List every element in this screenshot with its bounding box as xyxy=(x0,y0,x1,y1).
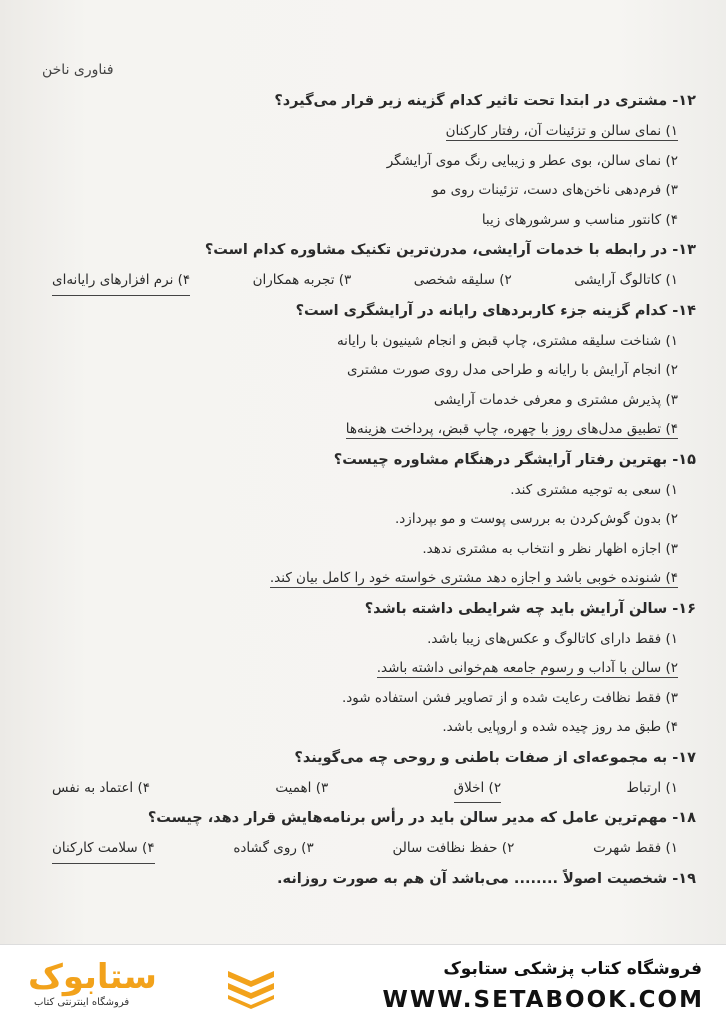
q13-option-1: ۱) کاتالوگ آرایشی xyxy=(574,272,678,288)
q13-option-3: ۳) تجربه همکاران xyxy=(252,272,352,288)
q13-option-4: ۴) نرم افزارهای رایانه‌ای xyxy=(52,266,190,296)
q16-option-2-text: ۲) سالن با آداب و رسوم جامعه هم‌خوانی داشته باشد. xyxy=(376,660,678,676)
q14-option-2: ۲) انجام آرایش با رایانه و طراحی مدل روی صورت مشتری xyxy=(347,362,678,378)
question-18: ۱۸- مهم‌ترین عامل که مدیر سالن باید در رأس برنامه‌هایش قرار دهد، چیست؟ xyxy=(147,810,696,826)
running-head: فناوری ناخن xyxy=(42,62,114,78)
q15-option-3: ۳) اجازه اظهار نظر و انتخاب به مشتری ندهد. xyxy=(422,540,678,557)
question-14: ۱۴- کدام گزینه جزء کاربردهای رایانه در آرایشگری است؟ xyxy=(295,302,696,319)
q18-option-1: ۱) فقط شهرت xyxy=(593,840,678,856)
q12-option-1-text: ۱) نمای سالن و تزئینات آن، رفتار کارکنان xyxy=(445,123,678,139)
q18-options-row xyxy=(52,834,696,864)
q16-option-4: ۴) طبق مد روز چیده شده و اروپایی باشد. xyxy=(442,719,678,735)
q17-option-1: ۱) ارتباط xyxy=(626,779,678,796)
q16-option-3: ۳) فقط نظافت رعایت شده و از تصاویر فشن استفاده شود. xyxy=(342,689,678,706)
store-url-link[interactable]: WWW.SETABOOK.COM xyxy=(382,987,704,1013)
q17-option-2: ۲) اخلاق xyxy=(454,774,501,804)
q12-option-4: ۴) کانتور مناسب و سرشورهای زیبا xyxy=(481,211,678,228)
question-19: ۱۹- شخصیت اصولاً ........ می‌باشد آن هم به صورت روزانه. xyxy=(277,870,696,887)
question-13: ۱۳- در رابطه با خدمات آرایشی، مدرن‌ترین تکنیک مشاوره کدام است؟ xyxy=(204,242,696,258)
store-footer-banner xyxy=(0,944,726,1025)
questions-list xyxy=(52,86,696,895)
q15-option-2: ۲) بدون گوش‌کردن به بررسی پوست و مو بپردازد. xyxy=(395,511,678,527)
question-17: ۱۷- به مجموعه‌ای از صفات باطنی و روحی چه می‌گویند؟ xyxy=(294,749,696,766)
q14-option-3: ۳) پذیرش مشتری و معرفی خدمات آرایشی xyxy=(433,391,678,408)
q15-option-4-text: ۴) شنونده خوبی باشد و اجازه دهد مشتری خواسته خود را کامل بیان کند. xyxy=(269,570,678,586)
q17-option-4: ۴) اعتماد به نفس xyxy=(52,779,151,796)
question-12: ۱۲- مشتری در ابتدا تحت تاثیر کدام گزینه زیر قرار می‌گیرد؟ xyxy=(274,93,696,109)
q16-option-1: ۱) فقط دارای کاتالوگ و عکس‌های زیبا باشد. xyxy=(427,630,678,647)
q12-option-1 xyxy=(52,117,696,147)
q14-option-1: ۱) شناخت سلیقه مشتری، چاپ قبض و انجام شینیون با رایانه xyxy=(336,332,678,349)
book-stack-icon xyxy=(224,963,278,1009)
q15-option-1: ۱) سعی به توجیه مشتری کند. xyxy=(510,481,678,498)
q14-option-4 xyxy=(52,415,696,445)
q18-option-3: ۳) روی گشاده xyxy=(233,840,314,856)
q17-options-row xyxy=(52,774,696,804)
setabook-logo[interactable] xyxy=(24,955,284,1017)
q18-option-2: ۲) حفظ نظافت سالن xyxy=(392,840,515,856)
q14-option-4-text: ۴) تطبیق مدل‌های روز با چهره، چاپ قبض، پرداخت هزینه‌ها xyxy=(345,421,678,437)
logo-wordmark: ستابوک xyxy=(28,957,157,997)
q17-option-3: ۳) اهمیت xyxy=(275,779,329,796)
q18-option-4: ۴) سلامت کارکنان xyxy=(52,834,155,864)
store-name: فروشگاه کتاب پزشکی ستابوک xyxy=(443,959,702,979)
question-15: ۱۵- بهترین رفتار آرایشگر درهنگام مشاوره چیست؟ xyxy=(333,451,696,468)
q16-option-2 xyxy=(52,654,696,684)
q13-option-2: ۲) سلیقه شخصی xyxy=(413,272,512,288)
q13-options-row xyxy=(52,266,696,296)
question-16: ۱۶- سالن آرایش باید چه شرایطی داشته باشد؟ xyxy=(364,600,696,617)
q15-option-4 xyxy=(52,564,696,594)
q12-option-3: ۳) فرم‌دهی ناخن‌های دست، تزئینات روی مو xyxy=(432,182,678,198)
q12-option-2: ۲) نمای سالن، بوی عطر و زیبایی رنگ موی آرایشگر xyxy=(386,152,678,169)
logo-tagline: فروشگاه اینترنتی کتاب xyxy=(34,997,130,1008)
